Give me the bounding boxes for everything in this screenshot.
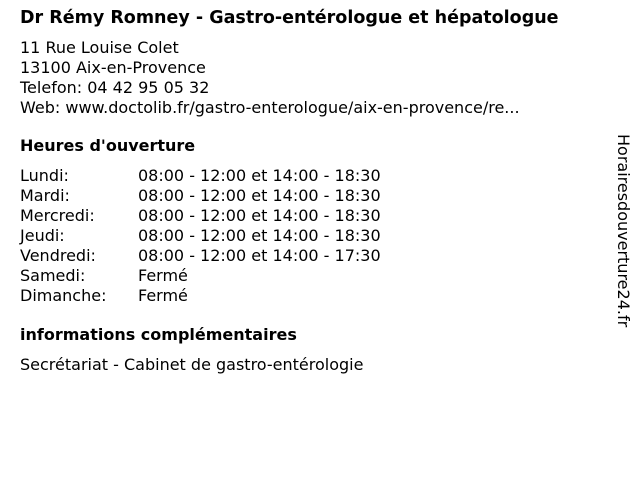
- side-brand-watermark: Horairesdouverture24.fr: [614, 134, 633, 328]
- hours-row: [20, 266, 610, 286]
- hours-day: Jeudi:: [20, 226, 65, 245]
- info-heading: informations complémentaires: [20, 325, 297, 344]
- hours-row: [20, 286, 610, 306]
- hours-time: 08:00 - 12:00 et 14:00 - 18:30: [138, 226, 381, 245]
- hours-time: Fermé: [138, 266, 188, 285]
- hours-day: Lundi:: [20, 166, 69, 185]
- hours-time: Fermé: [138, 286, 188, 305]
- hours-day: Mercredi:: [20, 206, 95, 225]
- hours-table: [20, 166, 610, 306]
- hours-time: 08:00 - 12:00 et 14:00 - 18:30: [138, 166, 381, 185]
- hours-day: Samedi:: [20, 266, 86, 285]
- city-address: 13100 Aix-en-Provence: [20, 58, 206, 77]
- hours-day: Mardi:: [20, 186, 70, 205]
- hours-time: 08:00 - 12:00 et 14:00 - 17:30: [138, 246, 381, 265]
- info-text: Secrétariat - Cabinet de gastro-entérologie: [20, 355, 364, 374]
- hours-row: [20, 246, 610, 266]
- hours-day: Vendredi:: [20, 246, 96, 265]
- hours-row: [20, 186, 610, 206]
- hours-heading: Heures d'ouverture: [20, 136, 196, 155]
- hours-time: 08:00 - 12:00 et 14:00 - 18:30: [138, 186, 381, 205]
- listing-card: [20, 8, 610, 375]
- hours-time: 08:00 - 12:00 et 14:00 - 18:30: [138, 206, 381, 225]
- hours-row: [20, 226, 610, 246]
- street-address: 11 Rue Louise Colet: [20, 38, 179, 57]
- phone-number: Telefon: 04 42 95 05 32: [20, 78, 210, 97]
- hours-row: [20, 166, 610, 186]
- page-title: Dr Rémy Romney - Gastro-entérologue et hépatologue: [20, 8, 559, 28]
- hours-row: [20, 206, 610, 226]
- website-link[interactable]: Web: www.doctolib.fr/gastro-enterologue/aix-en-provence/re...: [20, 98, 520, 117]
- hours-day: Dimanche:: [20, 286, 107, 305]
- address-block: [20, 38, 610, 118]
